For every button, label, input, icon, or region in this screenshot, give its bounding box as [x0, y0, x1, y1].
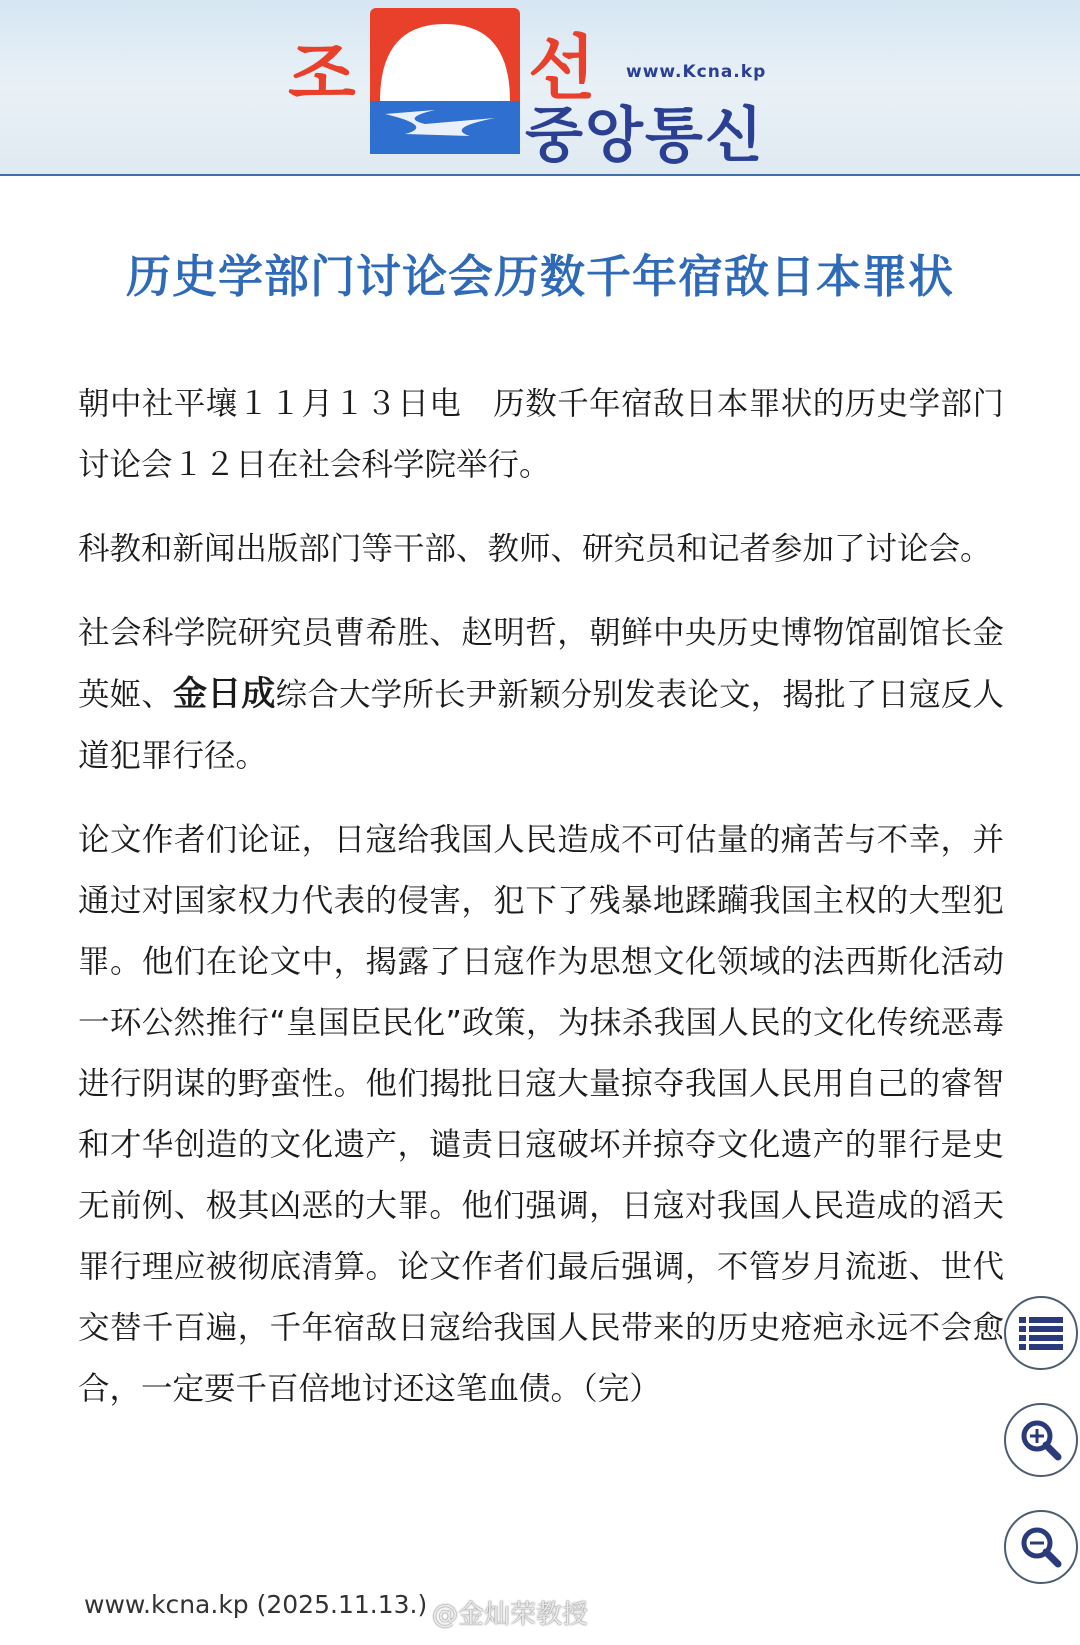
watermark: @金灿荣教授	[432, 1600, 589, 1630]
zoom-in-icon	[1019, 1418, 1063, 1462]
site-url[interactable]: www.Kcna.kp	[626, 62, 767, 82]
text: 综合大学所长尹新颖分别发表论文，揭批了日寇反人道犯罪行径。	[78, 677, 1005, 774]
leader-name: 金日成	[173, 674, 276, 714]
agency-name: 중앙통신	[525, 101, 765, 171]
zoom-out-icon	[1019, 1525, 1063, 1569]
paragraph: 朝中社平壤１１月１３日电 历数千年宿敌日本罪状的历史学部门讨论会１２日在社会科学院举行。	[78, 386, 1004, 483]
article-source: www.kcna.kp (2025.11.13.)	[84, 1590, 428, 1619]
article-title: 历史学部门讨论会历数千年宿敌日本罪状	[125, 250, 954, 303]
site-header	[0, 0, 1080, 176]
zoom-in-button[interactable]	[1004, 1403, 1078, 1477]
list-button[interactable]	[1004, 1296, 1078, 1370]
zoom-out-button[interactable]	[1004, 1510, 1078, 1584]
list-icon	[1019, 1315, 1063, 1351]
paragraph	[78, 603, 1004, 787]
header-divider	[0, 174, 1080, 176]
paragraph: 科教和新闻出版部门等干部、教师、研究员和记者参加了讨论会。	[78, 531, 992, 567]
text: 社会科学院研究员曹希胜、赵明哲，朝鲜中央历史博物馆副馆长金英姬、	[78, 615, 1004, 713]
logo-text-left: 조	[288, 33, 356, 115]
logo-text-right: 선	[528, 27, 596, 109]
paragraph: 论文作者们论证，日寇给我国人民造成不可估量的痛苦与不幸，并通过对国家权力代表的侵害，犯下了残暴地蹂躏我国主权的大型犯罪。他们在论文中，揭露了日寇作为思想文化领域的法西斯化活动一环公然推行“皇国臣民化”政策，为抹杀我国人民的文化传统恶毒进行阴谋的野蛮性。他们揭批日寇大量掠夺我国人民用自己的睿智和才华创造的文化遗产，谴责日寇破坏并掠夺文化遗产的罪行是史无前例、极其凶恶的大罪。他们强调，日寇对我国人民造成的滔天罪行理应被彻底清算。论文作者们最后强调，不管岁月流逝、世代交替千百遍，千年宿敌日寇给我国人民带来的历史疮疤永远不会愈合，一定要千百倍地讨还这笔血债。（完）	[78, 822, 1004, 1407]
article-body	[78, 374, 1004, 1443]
